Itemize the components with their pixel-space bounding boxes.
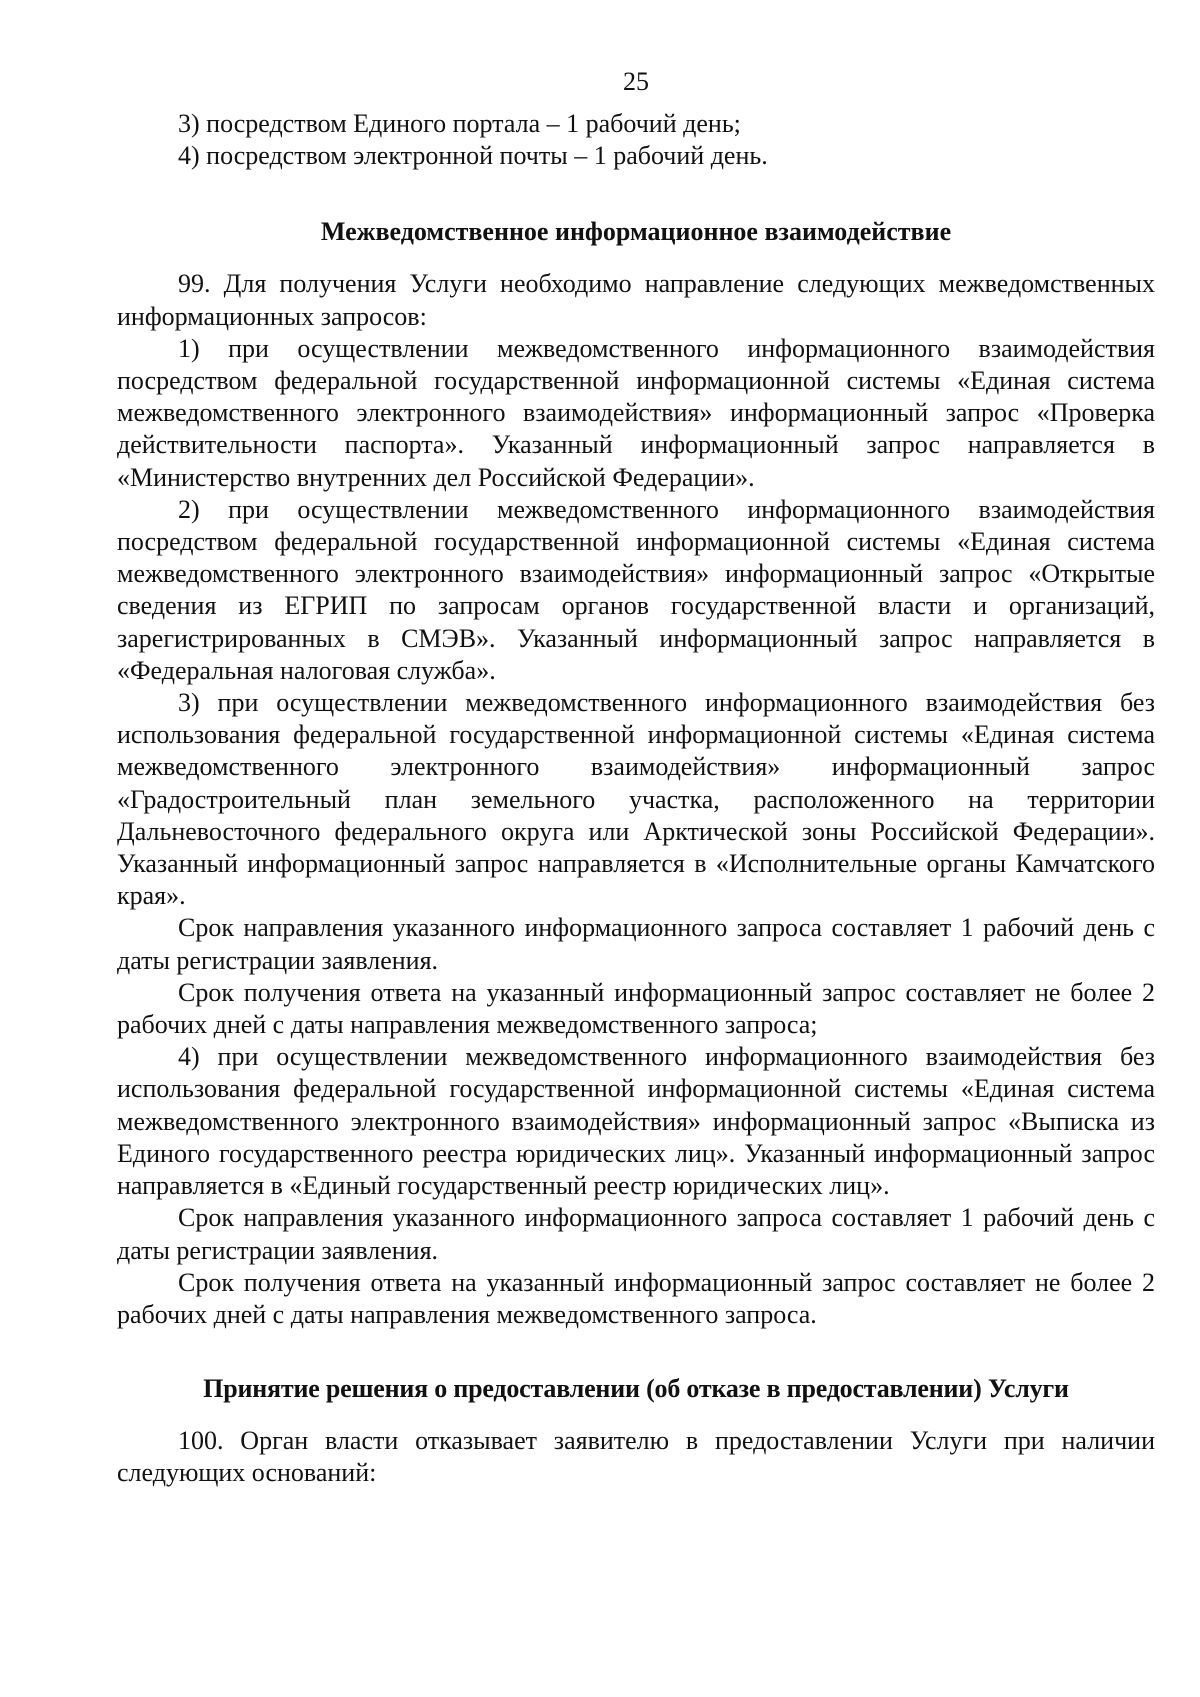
paragraph: 4) при осуществлении межведомственного информационного взаимодействия без использования федеральной государственной информационной системы «Единая система межведомственного электронного взаимодействия» информационный запрос «Выписка из Единого государственного реестра юридических лиц». Указанный информационный запрос направляется в «Единый государственный реестр юридических лиц».: [117, 1042, 1155, 1201]
paragraph: Срок направления указанного информационного запроса составляет 1 рабочий день с даты регистрации заявления.: [117, 913, 1155, 975]
paragraph: 3) при осуществлении межведомственного информационного взаимодействия без использования федеральной государственной информационной системы «Единая система межведомственного электронного взаимодействия» информационный запрос «Градостроительный план земельного участка, расположенного на территории Дальневосточного федерального округа или Арктической зоны Российской Федерации». Указанный информационный запрос направляется в «Исполнительные органы Камчатского края».: [117, 688, 1155, 911]
paragraph: Срок направления указанного информационного запроса составляет 1 рабочий день с даты регистрации заявления.: [117, 1203, 1155, 1265]
paragraph: 1) при осуществлении межведомственного информационного взаимодействия посредством федеральной государственной информационной системы «Единая система межведомственного электронного взаимодействия» информационный запрос «Проверка действительности паспорта». Указанный информационный запрос направляется в «Министерство внутренних дел Российской Федерации».: [117, 333, 1155, 492]
paragraph: Срок получения ответа на указанный информационный запрос составляет не более 2 рабочих дней с даты направления межведомственного запроса.: [117, 1267, 1155, 1329]
section-heading: Принятие решения о предоставлении (об отказе в предоставлении) Услуги: [203, 1374, 1069, 1404]
section-heading: Межведомственное информационное взаимодействие: [320, 217, 952, 247]
paragraph-99: 99. Для получения Услуги необходимо направление следующих межведомственных информационных запросов:: [117, 269, 1155, 331]
paragraph: 2) при осуществлении межведомственного информационного взаимодействия посредством федеральной государственной информационной системы «Единая система межведомственного электронного взаимодействия» информационный запрос «Открытые сведения из ЕГРИП по запросам органов государственной власти и организаций, зарегистрированных в СМЭВ». Указанный информационный запрос направляется в «Федеральная налоговая служба».: [117, 494, 1155, 685]
page-number: 25: [623, 67, 649, 96]
paragraph-100: 100. Орган власти отказывает заявителю в предоставлении Услуги при наличии следующих оснований:: [117, 1426, 1155, 1488]
paragraph: Срок получения ответа на указанный информационный запрос составляет не более 2 рабочих дней с даты направления межведомственного запроса;: [117, 977, 1155, 1040]
document-page: [117, 66, 1155, 1490]
list-item: 4) посредством электронной почты – 1 рабочий день.: [178, 141, 768, 171]
list-item: 3) посредством Единого портала – 1 рабочий день;: [178, 109, 741, 138]
